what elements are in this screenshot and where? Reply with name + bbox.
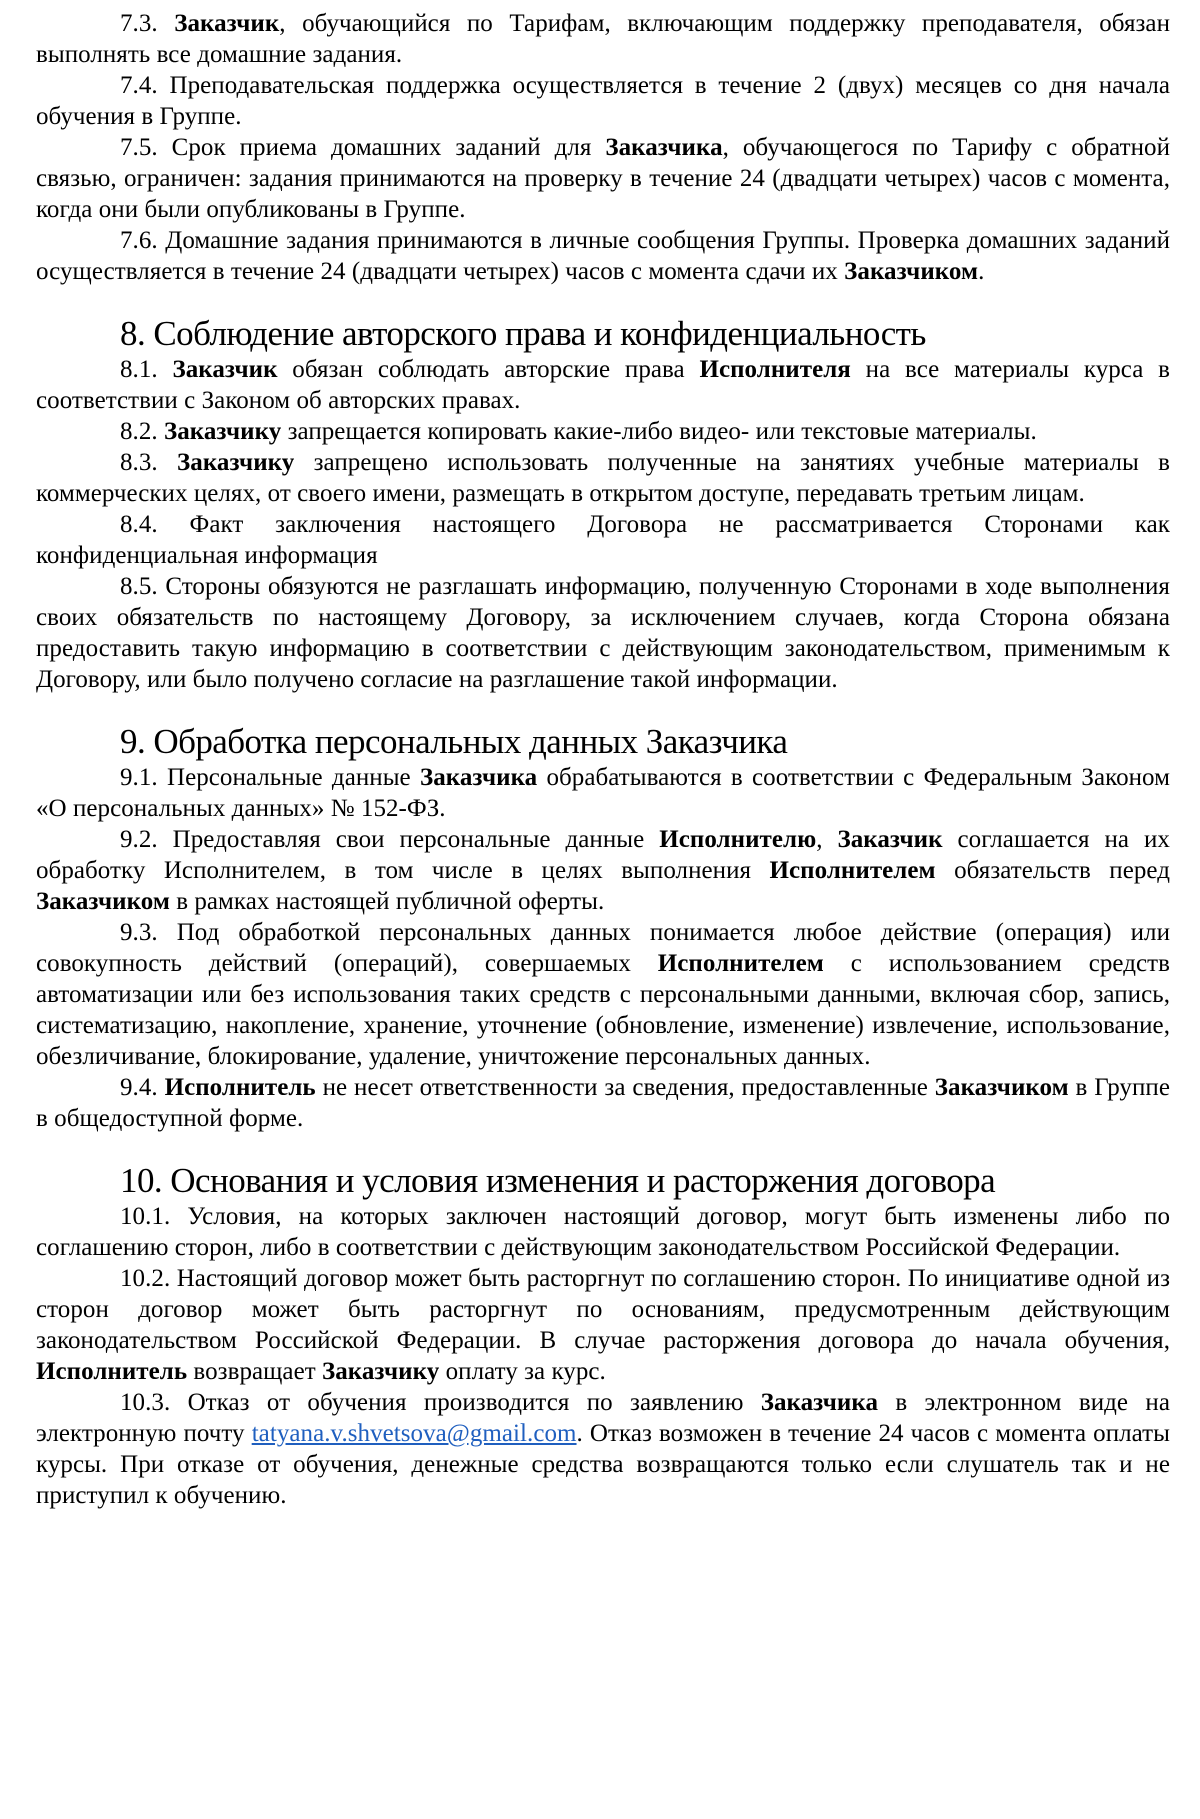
bold-term: Заказчиком <box>844 258 979 285</box>
bold-term: Заказчик <box>172 356 278 383</box>
clause-paragraph <box>36 1263 1170 1387</box>
clause-text: 9.3. Под обработкой персональных данных понимается любое действие (операция) или совокупность действий (операций), совершаемых <box>36 919 1170 977</box>
clause-paragraph <box>36 917 1170 1072</box>
clause-text: 10.3. Отказ от обучения производится по заявлению <box>120 1389 761 1416</box>
bold-term: Заказчика <box>605 134 723 161</box>
email-link[interactable]: tatyana.v.shvetsova@gmail.com <box>251 1420 577 1447</box>
clause-text: 10.2. Настоящий договор может быть расторгнут по соглашению сторон. По инициативе одной из сторон договор может быть расторгнут по основаниям, предусмотренным действующим законодательством Российской Федерации. В случае расторжения договора до начала обучения, <box>36 1265 1170 1354</box>
clause-text: , обучающийся по Тарифам, включающим поддержку преподавателя, обязан выполнять все домашние задания. <box>36 10 1171 68</box>
clause-paragraph <box>36 509 1170 571</box>
bold-term: Исполнителем <box>657 950 824 977</box>
clause-text: 8.1. <box>120 356 173 383</box>
bold-term: Исполнитель <box>36 1358 188 1385</box>
clause-text: обязательств перед <box>935 857 1171 884</box>
bold-term: Заказчика <box>760 1389 878 1416</box>
clause-text: обрабатываются в соответствии с Федеральным Законом «О персональных данных» № 152-ФЗ. <box>36 764 1170 822</box>
bold-term: Исполнитель <box>164 1074 316 1101</box>
clause-text: возвращает <box>187 1358 323 1385</box>
clause-paragraph <box>36 354 1170 416</box>
clause-text: . <box>978 258 985 285</box>
clause-text: в электронном виде на электронную почту <box>36 1389 1170 1447</box>
clause-paragraph <box>36 571 1170 695</box>
clause-text: в Группе в общедоступной форме. <box>36 1074 1170 1132</box>
bold-term: Заказчику <box>177 449 295 476</box>
bold-term: Заказчиком <box>36 888 170 915</box>
clause-paragraph <box>36 762 1170 824</box>
clause-text: запрещено использовать полученные на занятиях учебные материалы в коммерческих целях, от своего имени, размещать в открытом доступе, передавать третьим лицам. <box>36 449 1171 507</box>
bold-term: Заказчику <box>322 1358 440 1385</box>
clause-text: 7.5. Срок приема домашних заданий для <box>120 134 606 161</box>
clause-text: не несет ответственности за сведения, предоставленные <box>315 1074 935 1101</box>
clause-text: 9.4. <box>120 1074 165 1101</box>
bold-term: Исполнителем <box>769 857 936 884</box>
clause-paragraph <box>36 132 1170 225</box>
clause-text: на все материалы курса в соответствии с Законом об авторских правах. <box>36 356 1171 414</box>
clause-paragraph <box>36 8 1170 70</box>
clause-paragraph <box>36 1201 1170 1263</box>
bold-term: Заказчика <box>419 764 538 791</box>
section-heading: 10. Основания и условия изменения и расторжения договора <box>120 1161 996 1200</box>
bold-term: Исполнителю <box>659 826 817 853</box>
clause-text: 8.2. <box>120 418 164 445</box>
clause-text: 8.5. Стороны обязуются не разглашать информацию, полученную Сторонами в ходе выполнения своих обязательств по настоящему Договору, за исключением случаев, когда Сторона обязана предоставить такую информацию в соответствии с действующим законодательством, применимым к Договору, или было получено согласие на разглашение такой информации. <box>36 573 1170 693</box>
clause-text: с использованием средств автоматизации или без использования таких средств с персональными данными, включая сбор, запись, систематизацию, накопление, хранение, уточнение (обновление, изменение) извлечение, использование, обезличивание, блокирование, удаление, уничтожение персональных данных. <box>36 950 1170 1070</box>
document-page <box>36 8 1170 1511</box>
clause-text: . Отказ возможен в течение 24 часов с момента оплаты курсы. При отказе от обучения, денежные средства возвращаются только если слушатель так и не приступил к обучению. <box>36 1420 1170 1509</box>
clause-text: запрещается копировать какие-либо видео- или текстовые материалы. <box>281 418 1037 445</box>
clause-text: 7.3. <box>120 10 175 37</box>
clause-text: обязан соблюдать авторские права <box>277 356 700 383</box>
clause-text: в рамках настоящей публичной оферты. <box>169 888 605 915</box>
clause-text: 8.4. Факт заключения настоящего Договора не рассматривается Сторонами как конфиденциальная информация <box>36 511 1170 569</box>
clause-paragraph <box>36 824 1170 917</box>
clause-text: 9.1. Персональные данные <box>120 764 420 791</box>
clause-text: , обучающегося по Тарифу с обратной связью, ограничен: задания принимаются на проверку в течение 24 (двадцати четырех) часов с момента, когда они были опубликованы в Группе. <box>36 134 1170 223</box>
bold-term: Заказчику <box>164 418 282 445</box>
bold-term: Заказчик <box>837 826 943 853</box>
clause-text: 9.2. Предоставляя свои персональные данные <box>120 826 660 853</box>
clause-paragraph <box>36 447 1170 509</box>
clause-paragraph <box>36 1072 1170 1134</box>
section-heading: 8. Соблюдение авторского права и конфиденциальность <box>120 314 926 353</box>
clause-text: оплату за курс. <box>439 1358 606 1385</box>
clause-paragraph <box>36 1387 1170 1511</box>
clause-text: , <box>816 826 838 853</box>
clause-text: соглашается на их обработку Исполнителем, в том числе в целях выполнения <box>36 826 1170 884</box>
bold-term: Заказчиком <box>934 1074 1069 1101</box>
clause-paragraph <box>36 70 1170 132</box>
clause-paragraph <box>36 225 1170 287</box>
bold-term: Исполнителя <box>699 356 851 383</box>
section-heading: 9. Обработка персональных данных Заказчика <box>120 722 788 761</box>
clause-text: 7.6. Домашние задания принимаются в личные сообщения Группы. Проверка домашних заданий осуществляется в течение 24 (двадцати четырех) часов с момента сдачи их <box>36 227 1170 285</box>
clause-text: 8.3. <box>120 449 178 476</box>
clause-text: 7.4. Преподавательская поддержка осуществляется в течение 2 (двух) месяцев со дня начала обучения в Группе. <box>36 72 1170 130</box>
clause-paragraph <box>36 416 1170 447</box>
bold-term: Заказчик <box>174 10 280 37</box>
clause-text: 10.1. Условия, на которых заключен настоящий договор, могут быть изменены либо по соглашению сторон, либо в соответствии с действующим законодательством Российской Федерации. <box>36 1203 1170 1261</box>
